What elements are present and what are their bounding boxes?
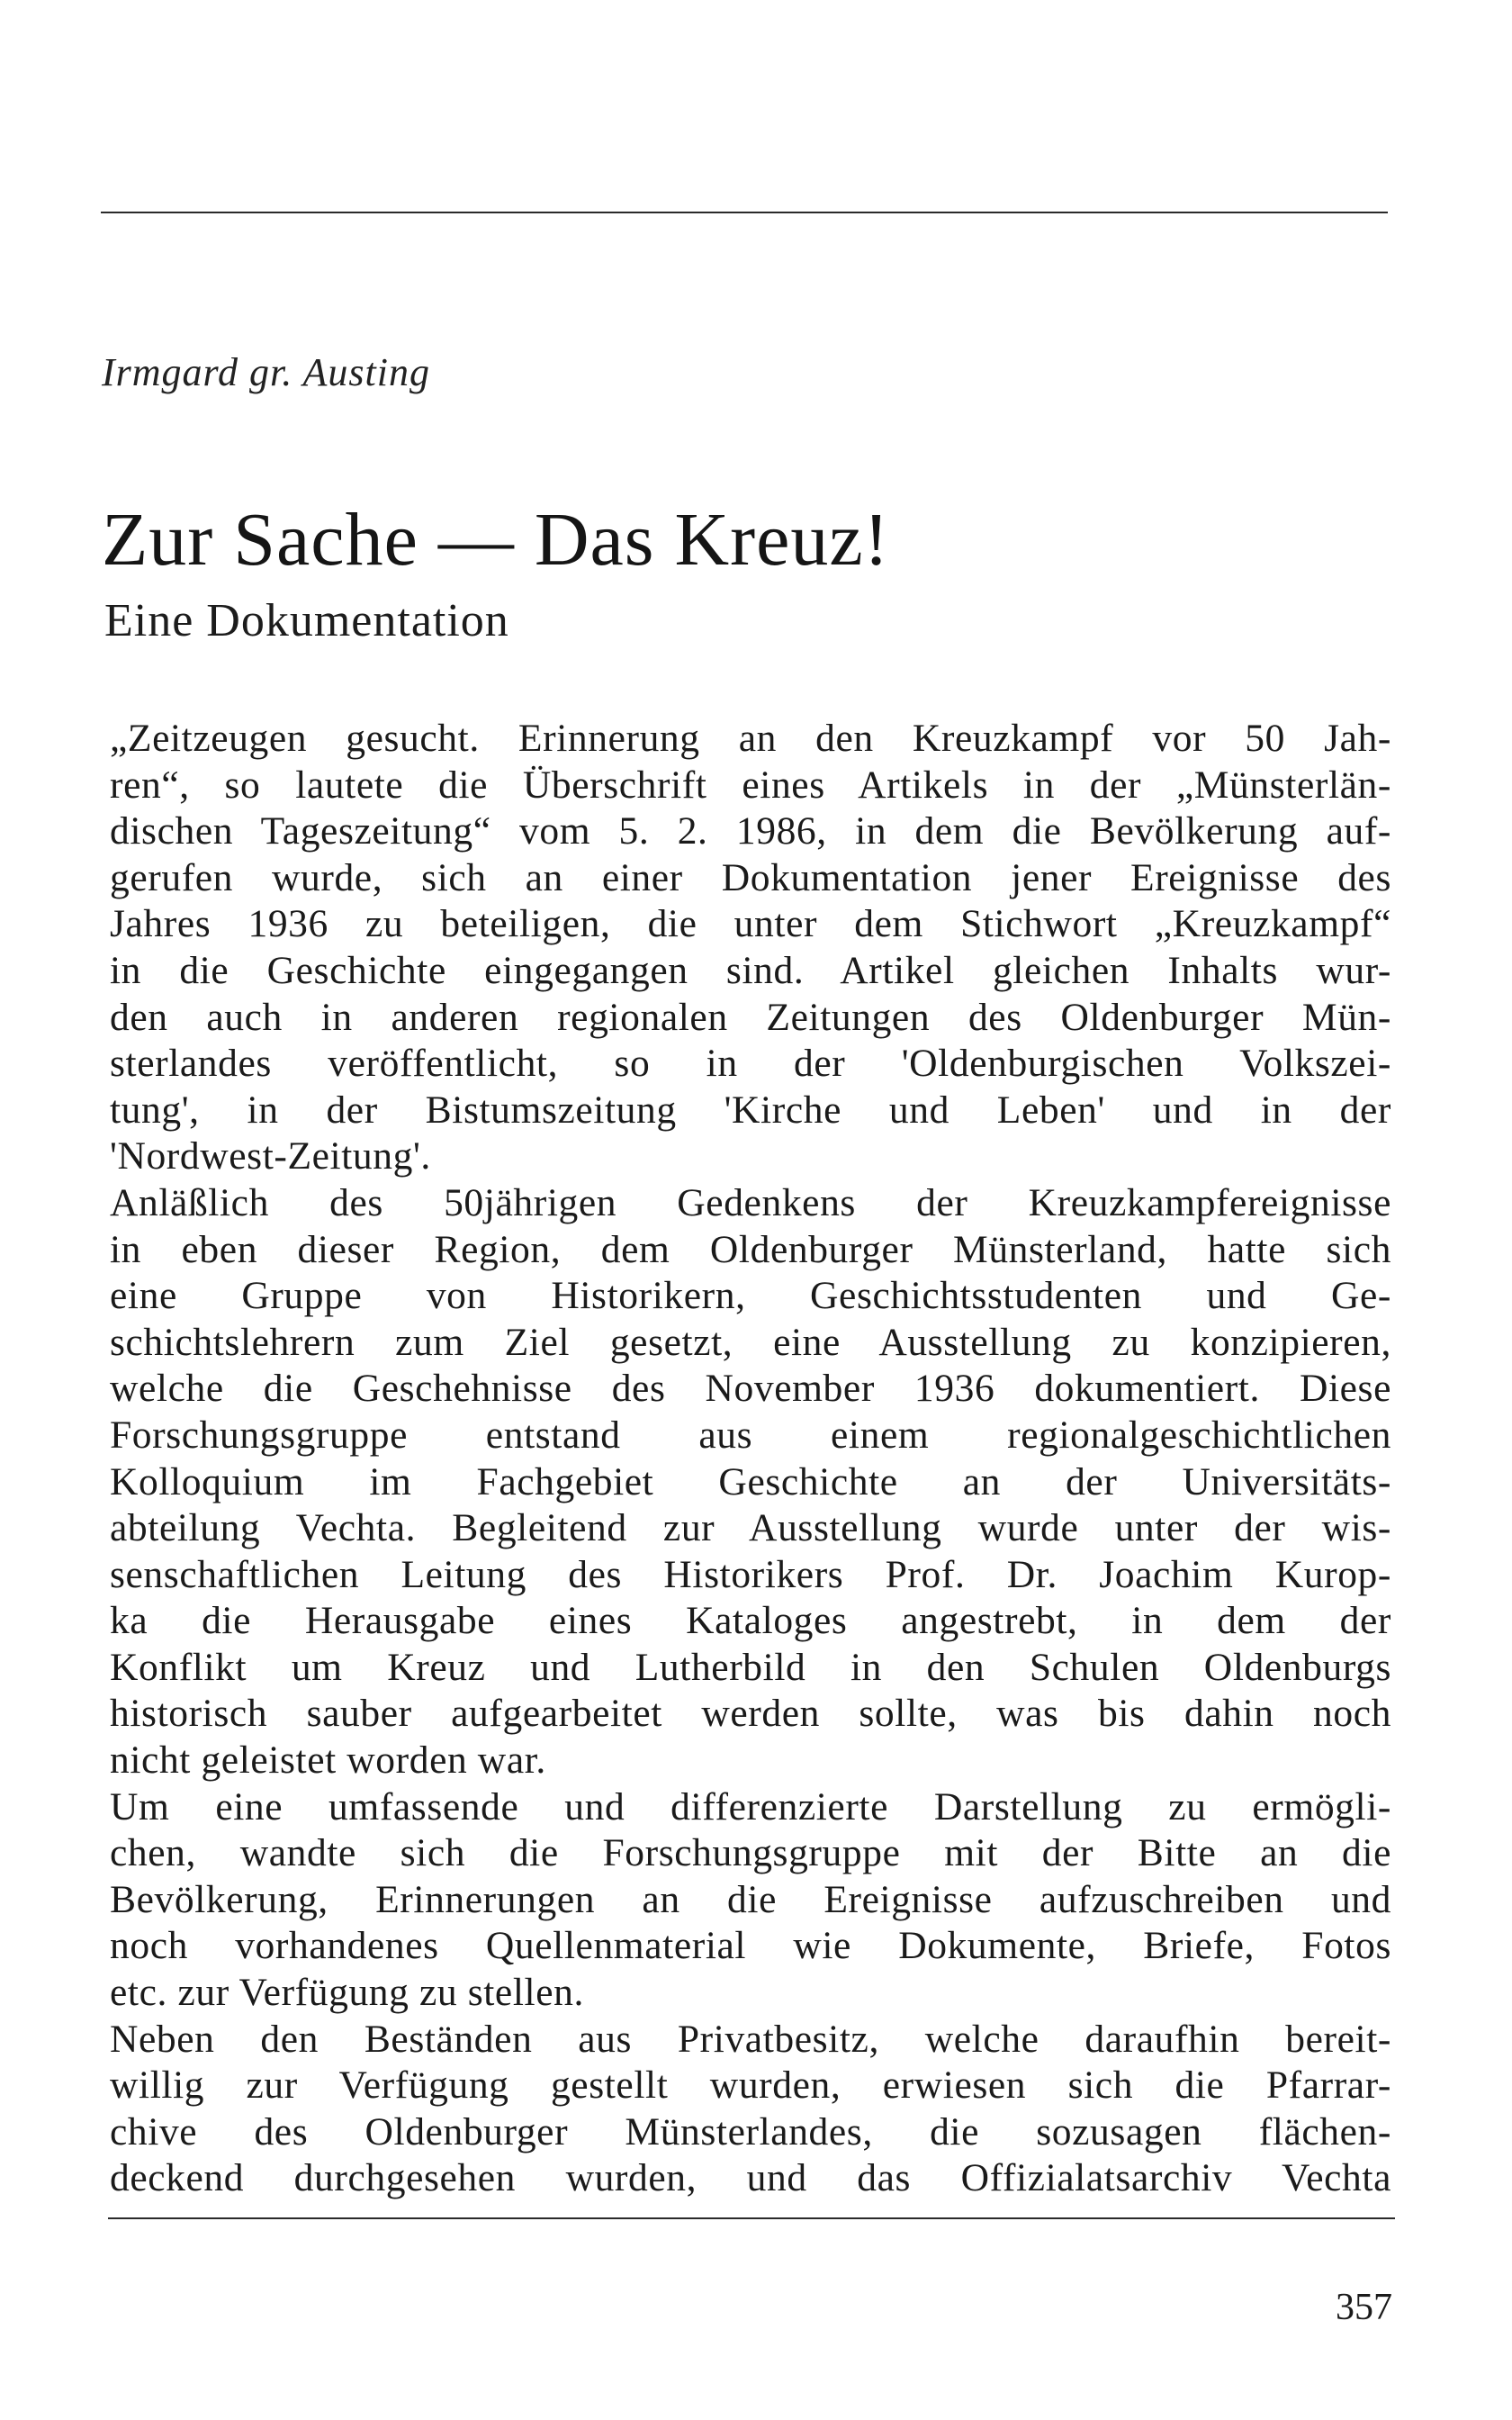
article-subtitle: Eine Dokumentation [104, 595, 509, 646]
body-line: 'Nordwest-Zeitung'. [110, 1134, 431, 1178]
body-line: Um eine umfassende und differenzierte Darstellung zu ermögli- [110, 1784, 1391, 1829]
body-line: senschaftlichen Leitung des Historikers Prof. Dr. Joachim Kurop- [110, 1552, 1391, 1596]
body-line: gerufen wurde, sich an einer Dokumentation jener Ereignisse des [110, 855, 1391, 899]
body-line: nicht geleistet worden war. [110, 1738, 546, 1783]
bottom-rule [108, 2217, 1395, 2219]
top-rule [101, 212, 1388, 213]
body-line: welche die Geschehnisse des November 1936 dokumentiert. Diese [110, 1367, 1391, 1411]
body-line: den auch in anderen regionalen Zeitungen des Oldenburger Mün- [110, 995, 1391, 1039]
body-line: dischen Tageszeitung“ vom 5. 2. 1986, in dem die Bevölkerung auf- [110, 809, 1391, 853]
body-line: ren“, so lautete die Überschrift eines Artikels in der „Münsterlän- [110, 763, 1391, 807]
body-line: noch vorhandenes Quellenmaterial wie Dokumente, Briefe, Fotos [110, 1924, 1391, 1968]
body-line: ka die Herausgabe eines Kataloges angestrebt, in dem der [110, 1599, 1391, 1643]
body-line: in die Geschichte eingegangen sind. Artikel gleichen Inhalts wur- [110, 948, 1391, 992]
body-text [110, 716, 1391, 2202]
body-line: willig zur Verfügung gestellt wurden, erwiesen sich die Pfarrar- [110, 2063, 1391, 2108]
body-line: historisch sauber aufgearbeitet werden sollte, was bis dahin noch [110, 1692, 1391, 1736]
body-line: in eben dieser Region, dem Oldenburger Münsterland, hatte sich [110, 1227, 1391, 1271]
body-line: Neben den Beständen aus Privatbesitz, welche daraufhin bereit- [110, 2017, 1391, 2061]
body-line: Bevölkerung, Erinnerungen an die Ereignisse aufzuschreiben und [110, 1877, 1391, 1921]
page-number: 357 [1336, 2287, 1392, 2328]
body-line: sterlandes veröffentlicht, so in der 'Oldenburgischen Volkszei- [110, 1042, 1391, 1086]
author-name: Irmgard gr. Austing [102, 350, 430, 394]
body-line: eine Gruppe von Historikern, Geschichtsstudenten und Ge- [110, 1274, 1391, 1318]
body-line: tung', in der Bistumszeitung 'Kirche und Leben' und in der [110, 1088, 1391, 1132]
article-title: Zur Sache — Das Kreuz! [102, 498, 890, 582]
body-line: Anläßlich des 50jährigen Gedenkens der Kreuzkampfereignisse [110, 1180, 1391, 1224]
body-line: schichtslehrern zum Ziel gesetzt, eine Ausstellung zu konzipieren, [110, 1320, 1391, 1364]
body-line: abteilung Vechta. Begleitend zur Ausstellung wurde unter der wis- [110, 1506, 1391, 1550]
body-line: chen, wandte sich die Forschungsgruppe mit der Bitte an die [110, 1831, 1391, 1875]
body-line: Forschungsgruppe entstand aus einem regionalgeschichtlichen [110, 1413, 1391, 1457]
body-line: Jahres 1936 zu beteiligen, die unter dem Stichwort „Kreuzkampf“ [110, 902, 1391, 946]
body-line: Kolloquium im Fachgebiet Geschichte an der Universitäts- [110, 1459, 1391, 1503]
body-line: etc. zur Verfügung zu stellen. [110, 1971, 584, 2015]
body-line: „Zeitzeugen gesucht. Erinnerung an den Kreuzkampf vor 50 Jah- [110, 717, 1391, 760]
body-line: deckend durchgesehen wurden, und das Offizialatsarchiv Vechta [110, 2156, 1391, 2200]
body-line: chive des Oldenburger Münsterlandes, die sozusagen flächen- [110, 2109, 1391, 2154]
body-line: Konflikt um Kreuz und Lutherbild in den Schulen Oldenburgs [110, 1645, 1391, 1689]
